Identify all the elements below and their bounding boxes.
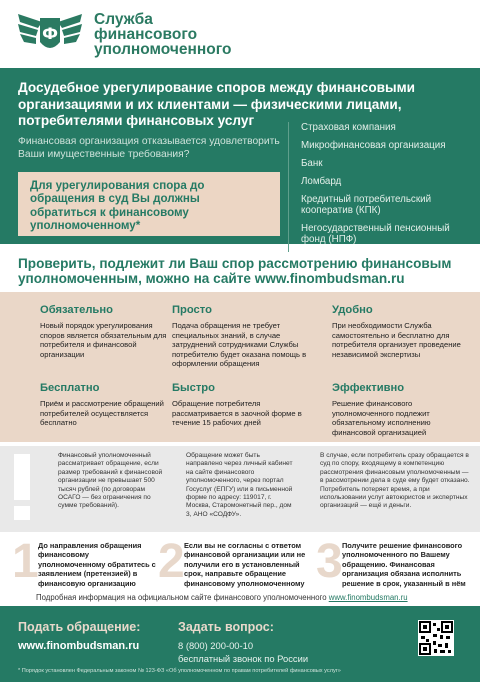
org-type-item: Микрофинансовая организация bbox=[301, 140, 446, 151]
feature-title: Эффективно bbox=[332, 382, 405, 394]
org-type-item: Ломбард bbox=[301, 176, 342, 187]
step-number: 1 bbox=[12, 535, 39, 588]
header bbox=[0, 0, 480, 68]
org-type-item: Страховая компания bbox=[301, 122, 396, 133]
feature-title: Удобно bbox=[332, 304, 373, 316]
exclamation-icon bbox=[8, 452, 36, 522]
feature-title: Быстро bbox=[172, 382, 215, 394]
qr-code-icon[interactable] bbox=[418, 620, 454, 656]
submit-link[interactable]: www.finombudsman.ru bbox=[18, 640, 140, 652]
feature-title: Обязательно bbox=[40, 304, 113, 316]
page-title: Досудебное урегулирование споров между финансовыми организациями и их клиентами — физическими лицами, потребителями финансовых услуг bbox=[18, 80, 416, 128]
hero-question: Финансовая организация отказывается удовлетворить Ваши имущественные требования? bbox=[18, 136, 280, 160]
step-text: Получите решение финансового уполномоченного по Вашему обращению. Финансовая организация обязана исполнить решение в срок, указанный в нём bbox=[342, 541, 466, 588]
more-info: Подробная информация на официальном сайте финансового уполномоченного www.finombudsman.ru bbox=[36, 593, 408, 602]
step-text: До направления обращения финансовому уполномоченному обратитесь с заявлением (претензией) в финансовую организацию bbox=[38, 541, 156, 588]
feature-mandatory bbox=[40, 304, 178, 359]
feature-text: Новый порядок урегулирования споров является обязательным для потребителя и финансовой организации bbox=[40, 321, 167, 359]
ask-heading: Задать вопрос: bbox=[178, 620, 274, 634]
feature-simple bbox=[172, 304, 310, 369]
site-link[interactable]: www.finombudsman.ru bbox=[328, 593, 408, 602]
submit-heading: Подать обращение: bbox=[18, 620, 141, 634]
step-number: 3 bbox=[316, 535, 343, 588]
org-type-item: Кредитный потребительский кооператив (КПК) bbox=[301, 194, 432, 216]
phone-note: бесплатный звонок по России bbox=[178, 653, 309, 664]
feature-title: Бесплатно bbox=[40, 382, 100, 394]
feature-text: При необходимости Служба самостоятельно и бесплатно для потребителя организует проведение независимой экспертизы bbox=[332, 321, 461, 359]
feature-free bbox=[40, 382, 178, 428]
org-type-item: Негосударственный пенсионный фонд (НПФ) bbox=[301, 223, 450, 245]
footnote: * Порядок установлен Федеральным законом № 123-ФЗ «Об уполномоченном по правам потребителей финансовых услуг» bbox=[18, 668, 341, 674]
notice-submit-text: Обращение может быть направлено через личный кабинет на сайте финансового уполномоченного, через портал Госуслуг (ЕПГУ) или в письменной форме по адресу: 119017, г. Москва, Старомонетный пер., дом 3, АНО «СОДФУ». bbox=[186, 452, 293, 518]
feature-text: Решение финансового уполномоченного подлежит обязательному исполнению финансовой организацией bbox=[332, 399, 431, 437]
phone-number[interactable]: 8 (800) 200-00-10 bbox=[178, 640, 254, 651]
notice-court-text: В случае, если потребитель сразу обращается в суд по спору, входящему в компетенцию рассмотрения финансовым уполномоченным — в рассмотрении дела в суде ему будет отказано. Потребитель потеряет время, а при использовании услуг автоюристов и экспертных организаций — ещё и деньги. bbox=[320, 452, 470, 510]
feature-effective bbox=[332, 382, 470, 437]
svg-text:Ф: Ф bbox=[42, 24, 58, 43]
cta-box: Для урегулирования спора до обращения в суд Вы должны обратиться к финансовому уполномоченному* bbox=[18, 172, 280, 236]
feature-text: Обращение потребителя рассматривается в заочной форме в течение 15 рабочих дней bbox=[172, 399, 302, 428]
notice-limit-text: Финансовый уполномоченный рассматривает обращение, если размер требований к финансовой организации не превышает 500 тысяч рублей (по договорам ОСАГО — без ограничения по сумме требований). bbox=[58, 452, 163, 510]
org-name: Служба финансового уполномоченного bbox=[94, 11, 232, 58]
step-number: 2 bbox=[158, 535, 185, 588]
feature-text: Подача обращения не требует специальных знаний, в случае затруднений сотрудниками Службы потребителю будет оказана помощь в оформлении обращения bbox=[172, 321, 307, 369]
feature-fast bbox=[172, 382, 310, 428]
feature-convenient bbox=[332, 304, 470, 359]
eagle-shield-logo-icon bbox=[16, 8, 84, 60]
org-type-list bbox=[288, 122, 468, 252]
check-site-text: Проверить, подлежит ли Ваш спор рассмотрению финансовым уполномоченным, можно на сайте www.finombudsman.ru bbox=[18, 256, 452, 286]
step-text: Если вы не согласны с ответом финансовой организации или не получили его в установленный срок, направьте обращение финансовому уполномоченному bbox=[184, 541, 306, 588]
feature-title: Просто bbox=[172, 304, 212, 316]
feature-text: Приём и рассмотрение обращений потребителей осуществляется бесплатно bbox=[40, 399, 164, 428]
org-type-item: Банк bbox=[301, 158, 323, 169]
